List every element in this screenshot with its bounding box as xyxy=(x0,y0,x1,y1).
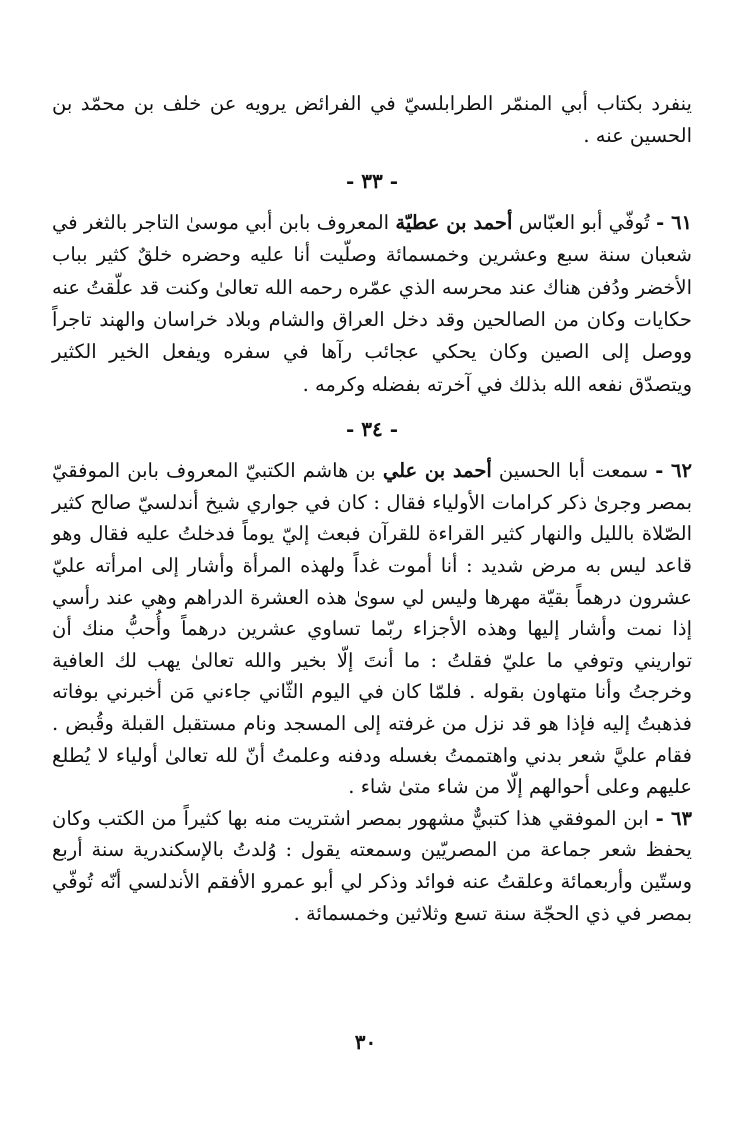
entry-number: ٦٣ - xyxy=(655,806,692,830)
entry-name: أحمد بن علي xyxy=(382,459,492,483)
entry-line: وستّين وأربعمائة وعلقتُ عنه فوائد وذكر لي أبو عمرو الأفقم الأندلسي أنّه تُوفّي بمصر xyxy=(52,869,692,925)
entry-line: صالح كثير الصّلاة بالليل والنهار كثير القراءة للقرآن فبعث إليّ يوماً فدخلتُ عليه فقال xyxy=(52,490,692,546)
entry-line: نفعه الله بذلك في آخرته بفضله وكرمه . xyxy=(302,372,623,396)
entry-61 xyxy=(52,207,692,401)
entry-line: ابن الموفقي هذا كتبيٌّ مشهور بمصر اشتريت منه بها كثيراً من الكتب xyxy=(97,806,649,830)
entry-line: وتوفي ما عليّ فقلتُ : ما أنتَ إلّا بخير والله تعالىٰ يهب لك العافية وخرجتُ وأنا xyxy=(52,648,692,704)
entry-63 xyxy=(52,803,692,929)
entry-line: متهاون بقوله . فلمّا كان في اليوم الثّاني جاءني مَن أخبرني بوفاته فذهبتُ إليه فإذا هو xyxy=(52,680,693,735)
entry-lead: سمعت أبا الحسين xyxy=(498,459,649,483)
entry-number: ٦٢ - xyxy=(655,459,692,483)
entry-number: ٦١ - xyxy=(656,210,693,234)
entry-line: بابن الموفقيّ بمصر وجرىٰ ذكر كرامات الأولياء فقال : كان في جواري شيخ أندلسيّ xyxy=(52,459,693,514)
entry-line: قد نزل من غرفته إلى المسجد ونام مستقبل القبلة وقُبض . فقام عليَّ شعر بدني xyxy=(52,712,692,767)
entry-line: نمت وأشار إليها وهذه الأجزاء ربّما تساوي عشرين درهماً وأُحبُّ منك أن تواريني xyxy=(52,617,693,672)
page-body xyxy=(52,88,692,929)
entry-line: وكان يحفظ شعر جماعة من المصريّين وسمعته يقول : وُلدتُ بالإسكندرية سنة أربع xyxy=(52,806,692,862)
entry-line: في ذي الحجّة سنة تسع وثلاثين وخمسمائة . xyxy=(293,901,642,925)
entry-line: ووصل إلى الصين وكان يحكي عجائب رآها في سفره ويفعل الخير الكثير ويتصدّق xyxy=(52,340,692,396)
section-heading: - ٣٣ - xyxy=(345,168,398,193)
entry-line: وهو قاعد ليس به مرض شديد : أنا أموت غداً ولهذه المرأة وأشار إلى امرأته عليّ xyxy=(52,522,692,578)
intro-line: ينفرد بكتاب أبي المنمّر الطرابلسيّ في الفرائض يرويه عن خلف بن محمّد بن xyxy=(52,92,692,115)
entry-line: حكايات وكان من الصالحين وقد دخل العراق والشام وبلاد خراسان والهند تاجراً xyxy=(52,308,692,332)
entry-lead: تُوفّي أبو العبّاس xyxy=(518,210,650,234)
entry-62 xyxy=(52,455,692,803)
entry-line: بن هاشم الكتبيّ المعروف xyxy=(166,459,376,483)
entry-line: بالثغر في شعبان سنة سبع وعشرين وخمسمائة وصلّيت أنا عليه وحضره خلقٌ كثير xyxy=(52,210,692,267)
entry-line: المعروف بابن أبي موسىٰ التاجر xyxy=(133,210,390,234)
intro-paragraph xyxy=(52,88,692,153)
entry-line: إلّا من شاء متىٰ شاء . xyxy=(348,775,523,799)
entry-name: أحمد بن عطيّة xyxy=(395,210,513,234)
intro-line: الحسين عنه . xyxy=(583,124,692,148)
entry-line: واهتممتُ بغسله ودفنه وعلمتُ أنّ لله تعالىٰ أولياء لا يُطلع عليهم وعلى أحوالهم xyxy=(52,743,692,799)
entry-line: عشرون درهماً بقيّة مهرها وليس لي سوىٰ هذه العشرة الدراهم وهي عند رأسي إذا xyxy=(52,585,693,641)
section-heading: - ٣٤ - xyxy=(345,417,398,442)
entry-line: بباب الأخضر ودُفن هناك عند محرسه الذي عمّره رحمه الله تعالىٰ وكنت قد علّقتُ عنه xyxy=(52,243,692,299)
page-number: ٣٠ xyxy=(354,1030,377,1054)
